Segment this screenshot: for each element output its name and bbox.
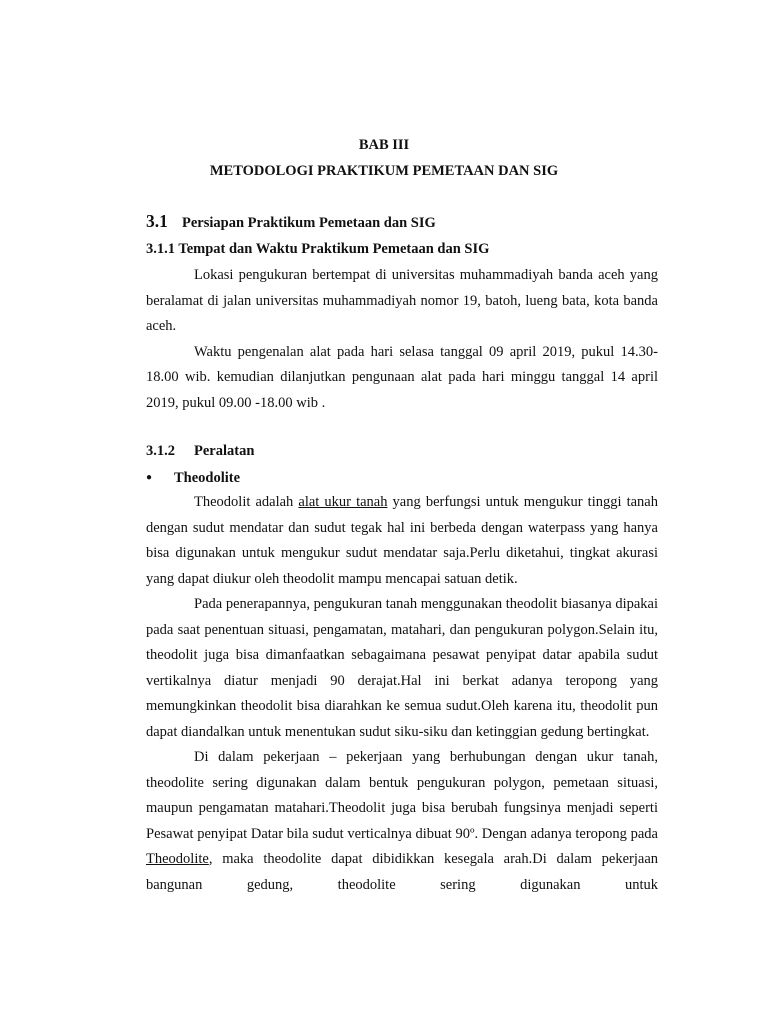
text-run: Theodolit adalah	[194, 494, 299, 510]
bullet-item-theodolite	[146, 470, 240, 487]
section-3-1-2-heading	[146, 443, 254, 460]
section-3-1-1-heading	[146, 241, 489, 258]
text-run: yang berfungsi untuk mengukur tinggi tanah dengan sudut mendatar dan sudut tegak hal ini berbeda dengan waterpass yang hanya bisa digunakan untuk mengukur sudut mendatar saja.Perlu diketahui, tingkat akurasi yang dapat diukur oleh theodolit mampu mencapai satuan detik.	[146, 494, 658, 587]
section-title: Persiapan Praktikum Pemetaan dan SIG	[182, 215, 436, 231]
text-run: , maka theodolite dapat dibidikkan kesegala arah.Di dalam pekerjaan bangunan gedung, theodolite sering digunakan untuk	[146, 851, 658, 893]
paragraph-waktu: Waktu pengenalan alat pada hari selasa tanggal 09 april 2019, pukul 14.30-18.00 wib. kemudian dilanjutkan pengunaan alat pada hari minggu tanggal 14 april 2019, pukul 09.00 -18.00 wib .	[146, 343, 658, 411]
paragraph-theodolite-2: Pada penerapannya, pengukuran tanah menggunakan theodolit biasanya dipakai pada saat penentuan situasi, pengamatan, matahari, dan pengukuran polygon.Selain itu, theodolit juga bisa dimanfaatkan sebagaimana pesawat penyipat datar apabila sudut vertikalnya diatur menjadi 90 derajat.Hal ini berkat adanya teropong yang memungkinkan theodolit bisa diarahkan ke semua sudut.Oleh karena itu, theodolit pun dapat diandalkan untuk menentukan sudut siku-siku dan ketinggian gedung bertingkat.	[146, 596, 658, 740]
link-alat-ukur-tanah[interactable]: alat ukur tanah	[298, 494, 388, 510]
paragraph-theodolite-3	[146, 745, 658, 898]
bullet-dot-icon: ●	[146, 472, 153, 483]
bullet-label: Theodolite	[174, 470, 241, 486]
section-number: 3.1.2	[146, 443, 175, 459]
theodolite-body	[146, 490, 658, 898]
chapter-title: METODOLOGI PRAKTIKUM PEMETAAN DAN SIG	[209, 163, 559, 179]
text-run: Di dalam pekerjaan – pekerjaan yang berhubungan dengan ukur tanah, theodolite sering digunakan dalam bentuk pengukuran polygon, pemetaan situasi, maupun pengamatan matahari.Theodolit juga bisa berubah fungsinya menjadi seperti Pesawat penyipat Datar bila sudut verticalnya dibuat 90º. Dengan adanya teropong pada	[146, 749, 658, 842]
section-number: 3.1	[146, 211, 168, 231]
link-theodolite[interactable]: Theodolite	[146, 851, 209, 867]
section-title: Tempat dan Waktu Praktikum Pemetaan dan SIG	[178, 241, 490, 257]
section-3-1-heading	[146, 211, 436, 232]
section-title: Peralatan	[194, 443, 255, 459]
chapter-label: BAB III	[358, 137, 410, 153]
paragraph-lokasi: Lokasi pengukuran bertempat di universitas muhammadiyah banda aceh yang beralamat di jalan universitas muhammadiyah nomor 19, batoh, lueng bata, kota banda aceh.	[146, 267, 658, 334]
section-3-1-1-body	[146, 263, 658, 416]
paragraph-theodolite-1	[146, 490, 658, 592]
section-number: 3.1.1	[146, 241, 175, 257]
